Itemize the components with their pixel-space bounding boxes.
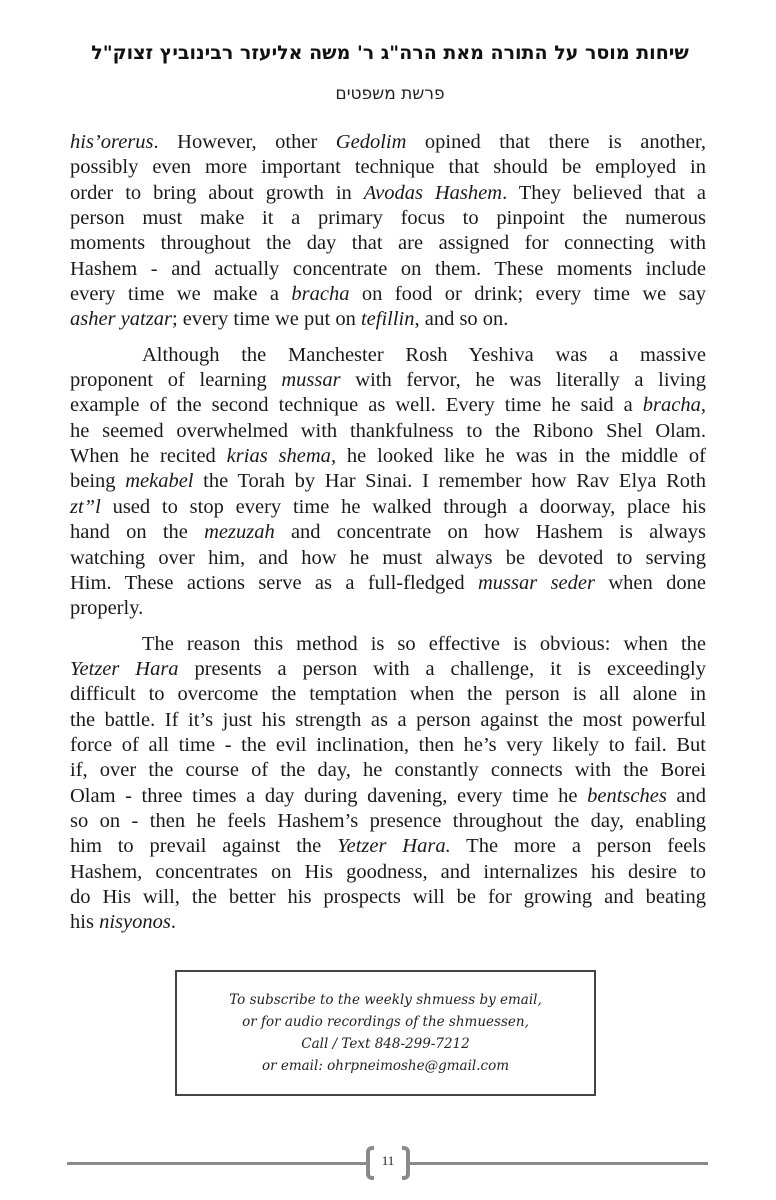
text-run: Him. These actions serve as a full-fledged xyxy=(70,571,478,594)
paragraph xyxy=(70,632,706,936)
text-line xyxy=(70,495,706,520)
text-run: Hashem - and actually concentrate on them. These moments include xyxy=(70,257,706,280)
text-line xyxy=(70,546,706,571)
paragraph xyxy=(70,343,706,622)
text-run: . xyxy=(170,911,176,934)
text-line xyxy=(70,155,706,180)
italic-term: mezuzah xyxy=(204,521,275,544)
text-line xyxy=(70,307,706,332)
text-line xyxy=(70,708,706,733)
text-run: so on - then he feels Hashem’s presence throughout the day, enabling xyxy=(70,809,706,832)
italic-term: Avodas Hashem xyxy=(363,181,503,204)
subscribe-email: or email: ohrpneimoshe@gmail.com xyxy=(261,1058,510,1074)
text-run: . They believed that a xyxy=(502,181,707,204)
footer-rule-left xyxy=(67,1162,368,1165)
footer-rule-right xyxy=(408,1162,708,1165)
text-run: on food or drink; every time we say xyxy=(349,283,706,306)
italic-term: mussar xyxy=(281,369,341,392)
italic-term: Gedolim xyxy=(335,131,407,153)
text-run: force of all time - the evil inclination, then he’s very likely to fail. But xyxy=(70,733,706,756)
text-run: order to bring about growth in xyxy=(70,181,364,204)
italic-term: krias shema xyxy=(226,445,331,468)
text-line xyxy=(70,181,706,206)
book-title: שיחות מוסר על התורה מאת הרה"ג ר' משה אליעזר רבינוביץ זצוק"ל xyxy=(91,42,689,64)
text-run: proponent of learning xyxy=(70,369,282,392)
text-run: Although the Manchester Rosh Yeshiva was a massive xyxy=(142,343,706,366)
text-run: When he recited xyxy=(70,445,227,468)
text-line xyxy=(70,343,706,368)
italic-term: asher yatzar xyxy=(70,308,172,331)
text-line xyxy=(70,682,706,707)
text-line xyxy=(70,368,706,393)
text-run: presents a person with a challenge, it is exceedingly xyxy=(178,657,706,680)
text-line xyxy=(70,257,706,282)
text-line xyxy=(70,520,706,545)
text-line xyxy=(70,469,706,494)
italic-term: Yetzer Hara xyxy=(70,657,179,680)
text-run: if, over the course of the day, he constantly connects with the Borei xyxy=(70,759,706,782)
text-line xyxy=(70,834,706,859)
text-run: person must make it a primary focus to pinpoint the numerous xyxy=(70,207,706,230)
italic-term: nisyonos xyxy=(99,911,171,934)
text-line xyxy=(70,733,706,758)
text-run: every time we make a xyxy=(70,283,292,306)
text-run: and concentrate on how Hashem is always xyxy=(274,521,706,544)
italic-term: zt”l xyxy=(70,495,101,518)
text-line xyxy=(70,231,706,256)
text-run: ; every time we put on xyxy=(171,308,361,331)
text-run: . However, other xyxy=(153,131,336,153)
text-line xyxy=(70,206,706,231)
text-run: The reason this method is so effective is obvious: when the xyxy=(142,632,706,655)
text-run: , he looked like he was in the middle of xyxy=(330,445,706,468)
parsha-name: פרשת משפטים xyxy=(335,84,445,104)
text-run: Hashem, concentrates on His goodness, and internalizes his desire to xyxy=(70,860,706,883)
subscribe-line-1: To subscribe to the weekly shmuess by email, xyxy=(229,992,542,1008)
text-run: being xyxy=(70,470,126,493)
italic-term: bracha xyxy=(642,394,701,417)
text-line xyxy=(70,444,706,469)
italic-term: mekabel xyxy=(125,470,194,493)
text-line xyxy=(70,632,706,657)
text-run: him to prevail against the xyxy=(70,835,338,858)
text-run: opined that there is another, xyxy=(406,131,706,153)
text-run: , and so on. xyxy=(414,308,509,331)
italic-term: bentsches xyxy=(587,784,667,807)
text-line xyxy=(70,596,706,621)
text-run: possibly even more important technique that should be employed in xyxy=(70,156,706,179)
page-number: 11 xyxy=(381,1153,395,1168)
italic-term: his’orerus xyxy=(70,131,154,153)
text-run: hand on the xyxy=(70,521,205,544)
text-run: and xyxy=(666,784,706,807)
text-run: example of the second technique as well. Every time he said a xyxy=(70,394,643,417)
text-run: , xyxy=(700,394,706,417)
text-run: the Torah by Har Sinai. I remember how Rav Elya Roth xyxy=(193,470,706,493)
article-body xyxy=(70,130,706,946)
subscribe-info-box xyxy=(175,970,596,1096)
text-run: his xyxy=(70,911,100,934)
text-line xyxy=(70,809,706,834)
text-line xyxy=(70,393,706,418)
left-bracket-ornament xyxy=(366,1146,374,1180)
text-line xyxy=(70,657,706,682)
text-run: when done xyxy=(594,571,706,594)
text-run: the battle. If it’s just his strength as a person against the most powerful xyxy=(70,708,706,731)
italic-term: Yetzer Hara. xyxy=(337,835,451,858)
text-run: moments throughout the day that are assigned for connecting with xyxy=(70,232,706,255)
text-run: watching over him, and how he must always be devoted to serving xyxy=(70,546,706,569)
text-line xyxy=(70,885,706,910)
text-run: Olam - three times a day during davening, every time he xyxy=(70,784,588,807)
text-line xyxy=(70,784,706,809)
text-run: do His will, the better his prospects will be for growing and beating xyxy=(70,885,706,908)
italic-term: tefillin xyxy=(360,308,415,331)
subscribe-phone: Call / Text 848-299-7212 xyxy=(301,1036,470,1052)
italic-term: bracha xyxy=(291,283,350,306)
text-line xyxy=(70,130,706,155)
text-line xyxy=(70,282,706,307)
text-run: difficult to overcome the temptation when the person is all alone in xyxy=(70,683,706,706)
paragraph xyxy=(70,130,706,333)
text-line xyxy=(70,758,706,783)
text-run: used to stop every time he walked through a doorway, place his xyxy=(100,495,706,518)
text-line xyxy=(70,419,706,444)
text-run: with fervor, he was literally a living xyxy=(340,369,706,392)
text-run: The more a person feels xyxy=(450,835,706,858)
text-line xyxy=(70,910,706,935)
text-line xyxy=(70,860,706,885)
italic-term: mussar seder xyxy=(477,571,595,594)
text-line xyxy=(70,571,706,596)
text-run: properly. xyxy=(70,597,144,620)
text-run: he seemed overwhelmed with thankfulness to the Ribono Shel Olam. xyxy=(70,419,706,442)
subscribe-line-2: or for audio recordings of the shmuessen, xyxy=(242,1014,529,1030)
